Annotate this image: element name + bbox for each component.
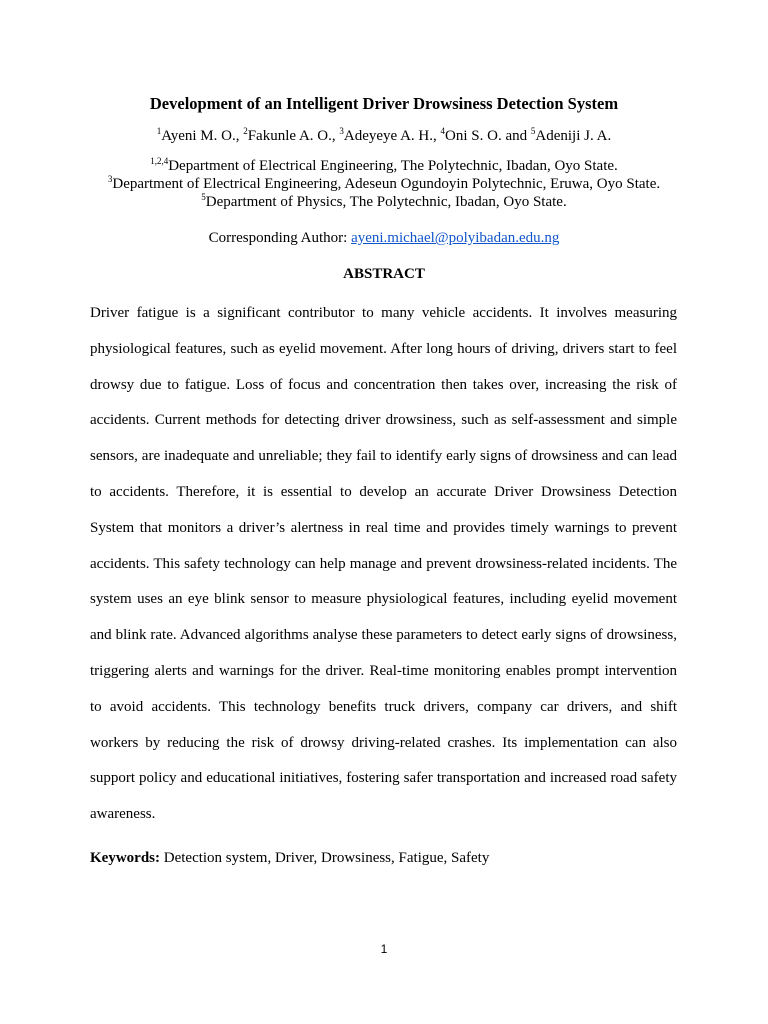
- author-name: Oni S. O.: [445, 128, 502, 144]
- author-3: $^3$Adeyeye A. H.,: [339, 126, 441, 144]
- affiliation-2: [60, 175, 708, 193]
- abstract-line: accidents. Current methods for detecting driver drowsiness, such as self-assessment and simple: [90, 412, 677, 429]
- author-name: Ayeni M. O.: [161, 128, 236, 144]
- abstract-heading: ABSTRACT: [343, 266, 425, 282]
- affiliation-list: [60, 157, 708, 211]
- corresponding-author: [60, 229, 708, 248]
- keywords-text: Detection system, Driver, Drowsiness, Fatigue, Safety: [160, 850, 490, 866]
- author-2: $^2$Fakunle A. O.,: [243, 126, 340, 144]
- abstract-line: awareness.: [90, 806, 156, 823]
- author-sup: 1: [156, 126, 162, 136]
- keywords-label: Keywords:: [90, 850, 160, 866]
- affiliation-1: [60, 157, 708, 175]
- abstract-line: support policy and educational initiatives, fostering safer transportation and increased road safety: [90, 770, 677, 787]
- abstract-line: to accidents. Therefore, it is essential to develop an accurate Driver Drowsiness Detection: [90, 483, 677, 500]
- author-name: Adeniji J. A.: [535, 128, 612, 144]
- author-5: [531, 128, 611, 144]
- affiliation-text: Department of Electrical Engineering, Adeseun Ogundoyin Polytechnic, Eruwa, Oyo State.: [112, 176, 661, 192]
- author-sup: 2: [243, 126, 248, 136]
- author-4: $^4$Oni S. O. and: [440, 126, 531, 144]
- abstract-line: physiological features, such as eyelid movement. After long hours of driving, drivers start to feel: [90, 340, 677, 357]
- affiliation-3: [60, 193, 708, 211]
- abstract-line: and blink rate. Advanced algorithms analyse these parameters to detect early signs of drowsiness,: [90, 627, 677, 644]
- corresponding-email-link[interactable]: ayeni.michael@polyibadan.edu.ng: [351, 230, 560, 246]
- page-number: 1: [380, 942, 388, 956]
- abstract-line: drowsy due to fatigue. Loss of focus and concentration then takes over, increasing the risk of: [90, 376, 677, 393]
- abstract-line: workers by reducing the risk of drowsy driving-related crashes. Its implementation can also: [90, 734, 677, 751]
- abstract-line: Driver fatigue is a significant contributor to many vehicle accidents. It involves measuring: [90, 305, 677, 321]
- author-name: Adeyeye A. H.: [343, 128, 434, 144]
- abstract-line: system uses an eye blink sensor to measure physiological features, including eyelid movement: [90, 591, 677, 608]
- abstract-body: [90, 296, 677, 833]
- author-sup: 3: [339, 126, 344, 136]
- keywords: [90, 849, 677, 868]
- abstract-line: accidents. This safety technology can help manage and prevent drowsiness-related incidents. The: [90, 555, 677, 572]
- affiliation-sup: 5: [201, 192, 206, 202]
- affiliation-sup: 1,2,4: [150, 156, 169, 166]
- author-sup: 4: [440, 126, 446, 136]
- author-list: [60, 127, 708, 146]
- affiliation-text: Department of Physics, The Polytechnic, Ibadan, Oyo State.: [205, 194, 567, 210]
- abstract-line: to avoid accidents. This technology benefits truck drivers, company car drivers, and shift: [90, 698, 677, 715]
- author-1: $^1$Ayeni M. O.,: [156, 126, 244, 144]
- corresponding-label: Corresponding Author:: [208, 230, 352, 246]
- abstract-line: sensors, are inadequate and unreliable; they fail to identify early signs of drowsiness and can lead: [90, 448, 677, 465]
- paper-title: Development of an Intelligent Driver Drowsiness Detection System: [149, 94, 619, 113]
- author-sup: 5: [530, 126, 536, 136]
- abstract-line: System that monitors a driver’s alertness in real time and provides timely warnings to prevent: [90, 519, 677, 536]
- author-name: Fakunle A. O.: [247, 128, 332, 144]
- affiliation-text: Department of Electrical Engineering, The Polytechnic, Ibadan, Oyo State.: [168, 158, 618, 174]
- affiliation-sup: 3: [107, 174, 113, 184]
- abstract-line: triggering alerts and warnings for the driver. Real-time monitoring enables prompt intervention: [90, 662, 677, 679]
